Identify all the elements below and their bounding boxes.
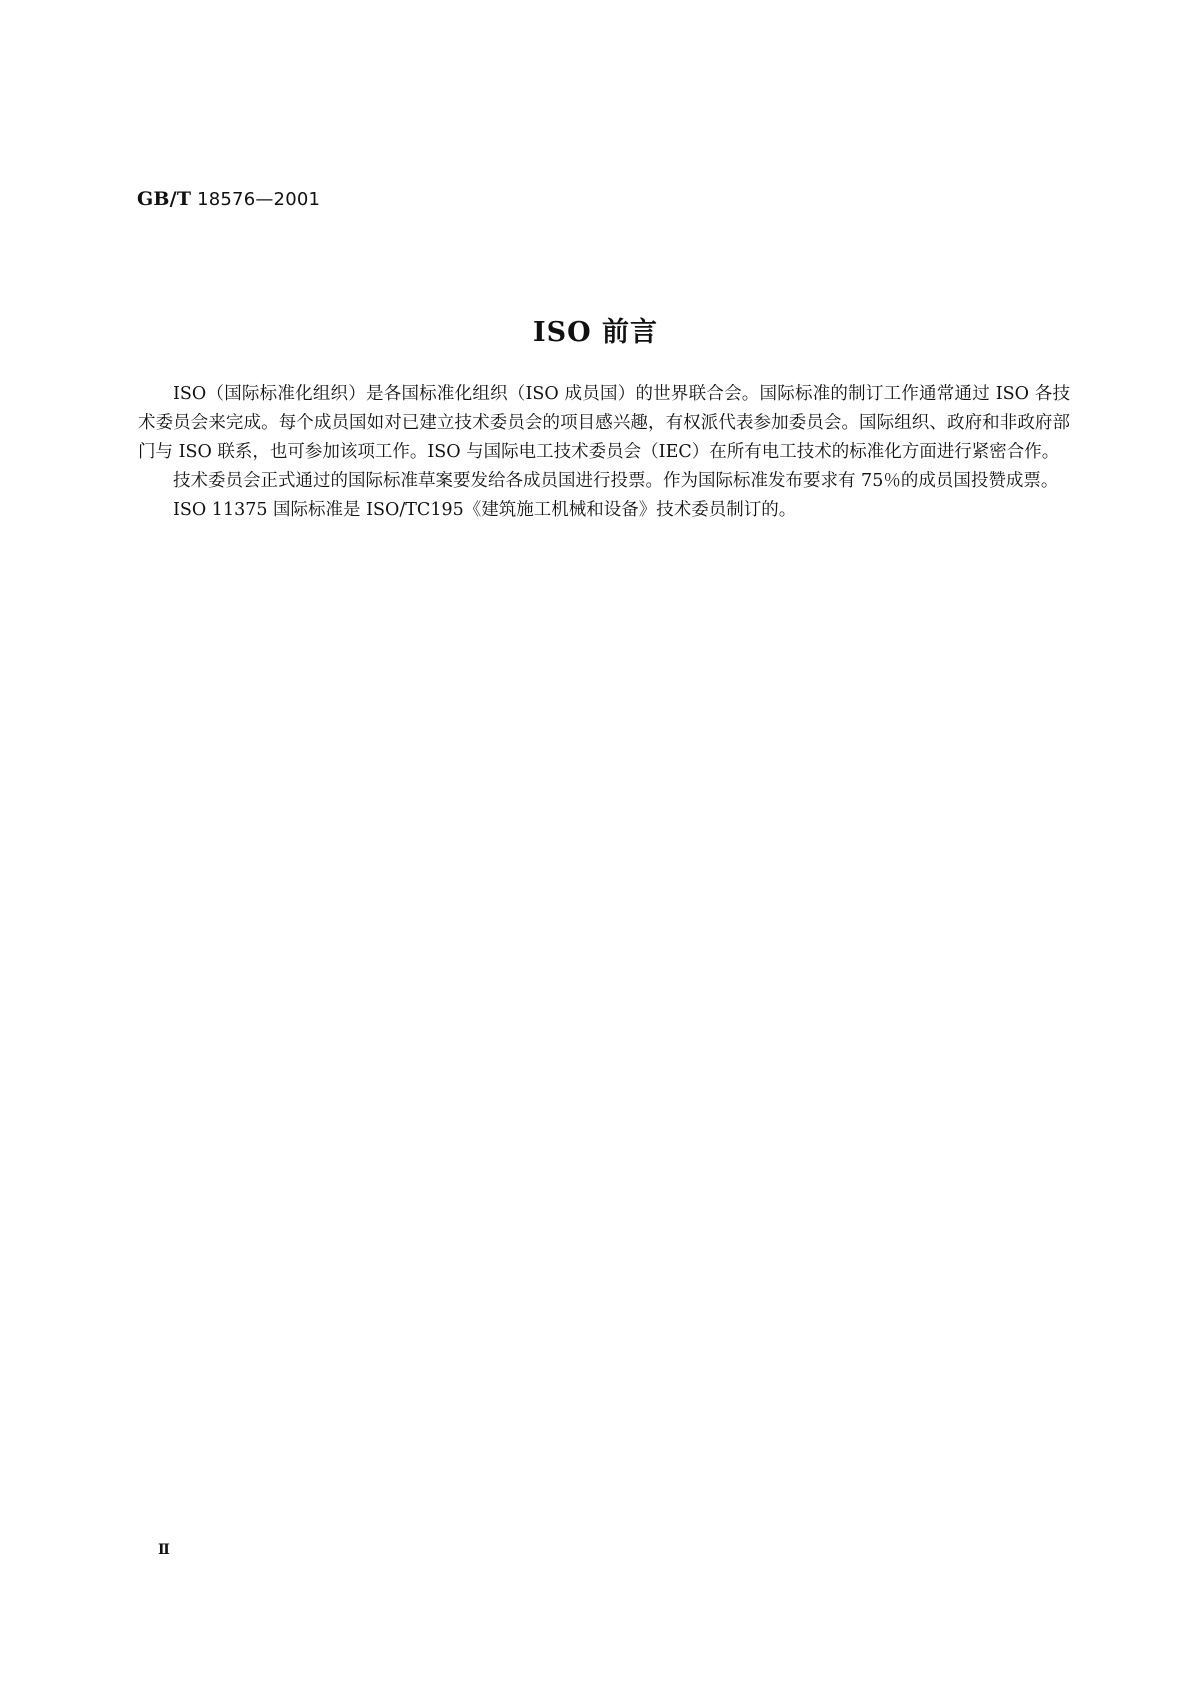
body-text [138, 380, 1070, 525]
document-code-prefix: GB/T [137, 188, 192, 210]
paragraph-1: ISO（国际标准化组织）是各国标准化组织（ISO 成员国）的世界联合会。国际标准的制订工作通常通过 ISO 各技术委员会来完成。每个成员国如对已建立技术委员会的项目感兴趣，有权派代表参加委员会。国际组织、政府和非政府部门与 ISO 联系，也可参加该项工作。ISO 与国际电工技术委员会（IEC）在所有电工技术的标准化方面进行紧密合作。 [138, 384, 1070, 462]
document-code [137, 188, 320, 210]
page-number: Ⅱ [158, 1542, 168, 1558]
paragraph-3: ISO 11375 国际标准是 ISO/TC195《建筑施工机械和设备》技术委员制订的。 [173, 500, 797, 520]
page-title: ISO 前言 [532, 317, 659, 348]
paragraph-2: 技术委员会正式通过的国际标准草案要发给各成员国进行投票。作为国际标准发布要求有 75％的成员国投赞成票。 [173, 471, 1059, 491]
document-code-number: 18576—2001 [191, 189, 321, 210]
